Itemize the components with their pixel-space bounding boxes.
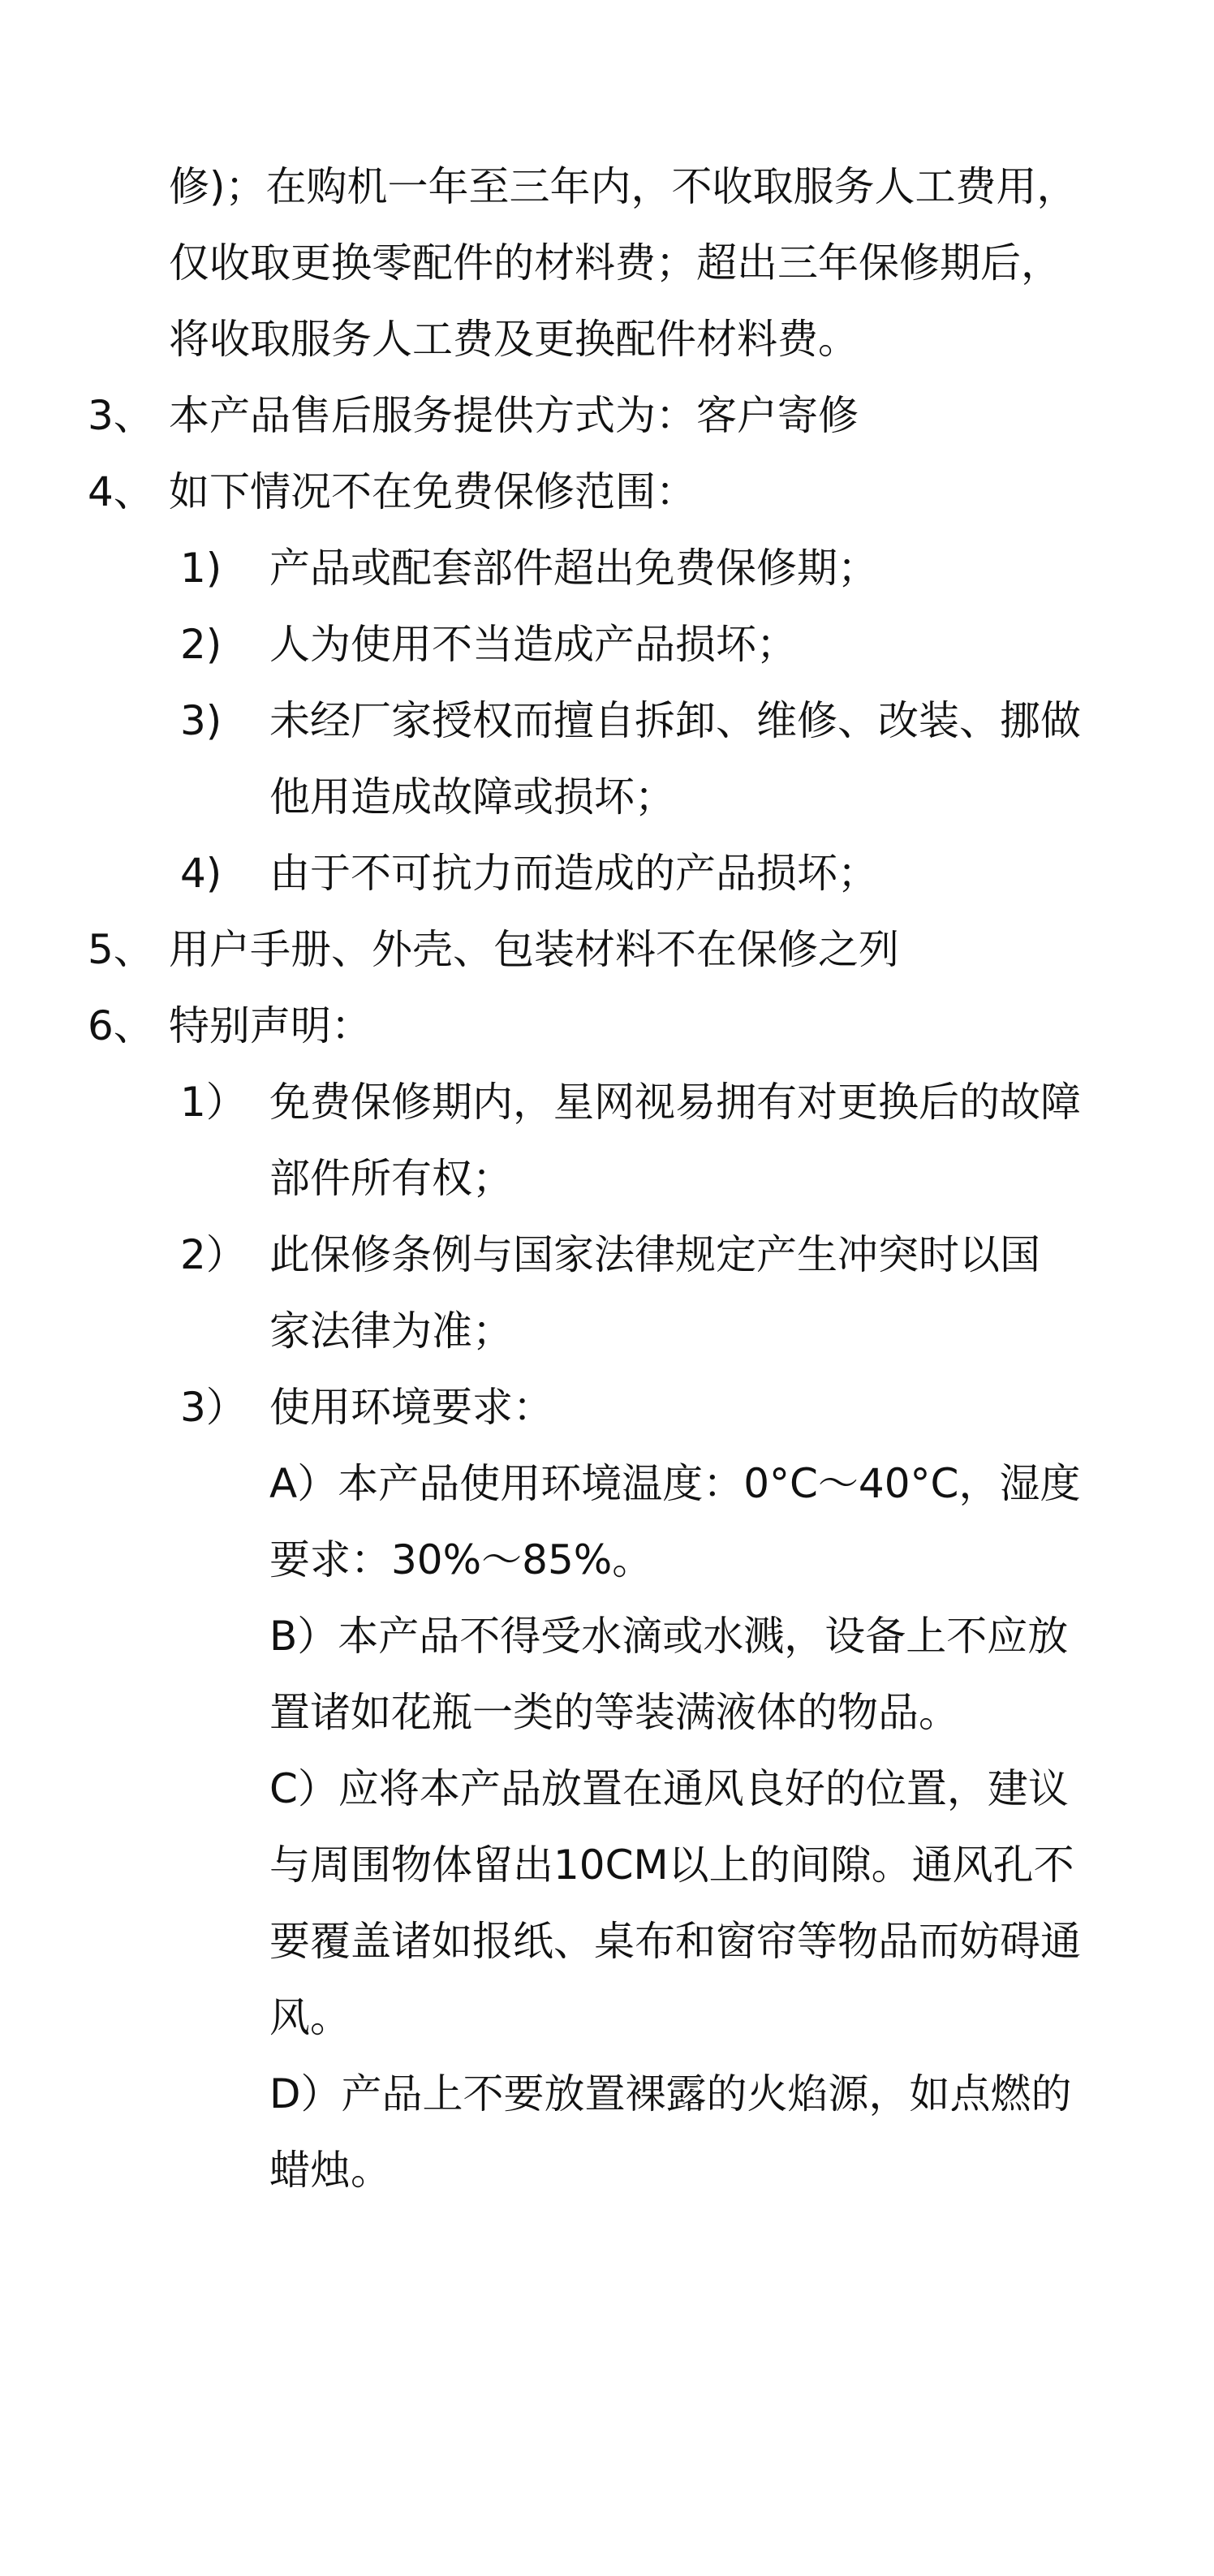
sub-item-number: 4) — [180, 850, 222, 897]
sub-item-continuation — [0, 1293, 1214, 1369]
intro-text: 将收取服务人工费及更换配件材料费。 — [169, 316, 859, 363]
sub-item — [0, 683, 1214, 759]
env-text: D）产品上不要放置裸露的火焰源，如点燃的 — [269, 2070, 1072, 2117]
sub-item-text: 未经厂家授权而擅自拆卸、维修、改装、挪做 — [269, 697, 1081, 744]
sub-item-text: 他用造成故障或损坏； — [269, 773, 675, 821]
sub-item-text: 此保修条例与国家法律规定产生冲突时以国 — [269, 1231, 1040, 1278]
sub-item-number: 2) — [180, 621, 222, 668]
sub-item-text: 产品或配套部件超出免费保修期； — [269, 545, 878, 592]
env-text: 蜡烛。 — [269, 2147, 391, 2194]
env-requirement-c — [0, 1751, 1214, 1827]
item-number: 6、 — [88, 1002, 154, 1049]
sub-item-text: 家法律为准； — [269, 1307, 513, 1355]
sub-item-text: 免费保修期内，星网视易拥有对更换后的故障 — [269, 1079, 1081, 1126]
item-number: 3、 — [88, 392, 154, 439]
sub-item-text: 由于不可抗力而造成的产品损坏； — [269, 850, 878, 897]
sub-item — [0, 1369, 1214, 1445]
list-item-6 — [0, 988, 1214, 1064]
sub-item-number: 1) — [180, 545, 222, 592]
sub-item-text: 部件所有权； — [269, 1155, 513, 1202]
list-item-3 — [0, 377, 1214, 454]
list-item-5 — [0, 911, 1214, 988]
env-requirement-a-cont — [0, 1522, 1214, 1598]
sub-item-number: 1） — [180, 1079, 247, 1126]
sub-item-number: 2） — [180, 1231, 247, 1278]
env-text: B）本产品不得受水滴或水溅，设备上不应放 — [269, 1613, 1069, 1660]
sub-item — [0, 1217, 1214, 1293]
sub-item-number: 3) — [180, 697, 222, 744]
sub-item-continuation — [0, 1140, 1214, 1217]
env-text: 与周围物体留出10CM以上的间隙。通风孔不 — [269, 1842, 1074, 1889]
intro-line-1 — [0, 149, 1214, 225]
sub-item-number: 3） — [180, 1384, 247, 1431]
item-text: 用户手册、外壳、包装材料不在保修之列 — [169, 926, 899, 973]
item-text: 特别声明： — [169, 1002, 372, 1049]
sub-item-text: 人为使用不当造成产品损坏； — [269, 621, 797, 668]
env-requirement-d — [0, 2056, 1214, 2132]
sub-item — [0, 835, 1214, 911]
sub-item-continuation — [0, 759, 1214, 835]
env-text: 要覆盖诸如报纸、桌布和窗帘等物品而妨碍通 — [269, 1918, 1081, 1965]
env-text: A）本产品使用环境温度：0°C～40°C，湿度 — [269, 1460, 1081, 1507]
intro-text: 修)；在购机一年至三年内，不收取服务人工费用， — [169, 163, 1078, 210]
intro-line-2 — [0, 225, 1214, 301]
list-item-4 — [0, 454, 1214, 530]
env-text: 要求：30%～85%。 — [269, 1536, 653, 1583]
intro-text: 仅收取更换零配件的材料费；超出三年保修期后， — [169, 239, 1061, 286]
env-requirement-b — [0, 1598, 1214, 1674]
env-text: C）应将本产品放置在通风良好的位置，建议 — [269, 1765, 1069, 1812]
env-requirement-c-cont — [0, 1903, 1214, 1979]
env-requirement-d-cont — [0, 2132, 1214, 2208]
warranty-document — [0, 149, 1214, 2208]
env-text: 置诸如花瓶一类的等装满液体的物品。 — [269, 1689, 959, 1736]
item-text: 本产品售后服务提供方式为：客户寄修 — [169, 392, 859, 439]
env-requirement-b-cont — [0, 1674, 1214, 1751]
sub-item — [0, 606, 1214, 683]
env-requirement-c-cont — [0, 1827, 1214, 1903]
item-number: 5、 — [88, 926, 154, 973]
sub-item — [0, 530, 1214, 606]
item-number: 4、 — [88, 468, 154, 515]
env-text: 风。 — [269, 1994, 351, 2041]
env-requirement-c-cont — [0, 1979, 1214, 2056]
env-requirement-a — [0, 1445, 1214, 1522]
item-text: 如下情况不在免费保修范围： — [169, 468, 696, 515]
sub-item-text: 使用环境要求： — [269, 1384, 553, 1431]
intro-line-3 — [0, 301, 1214, 377]
sub-item — [0, 1064, 1214, 1140]
